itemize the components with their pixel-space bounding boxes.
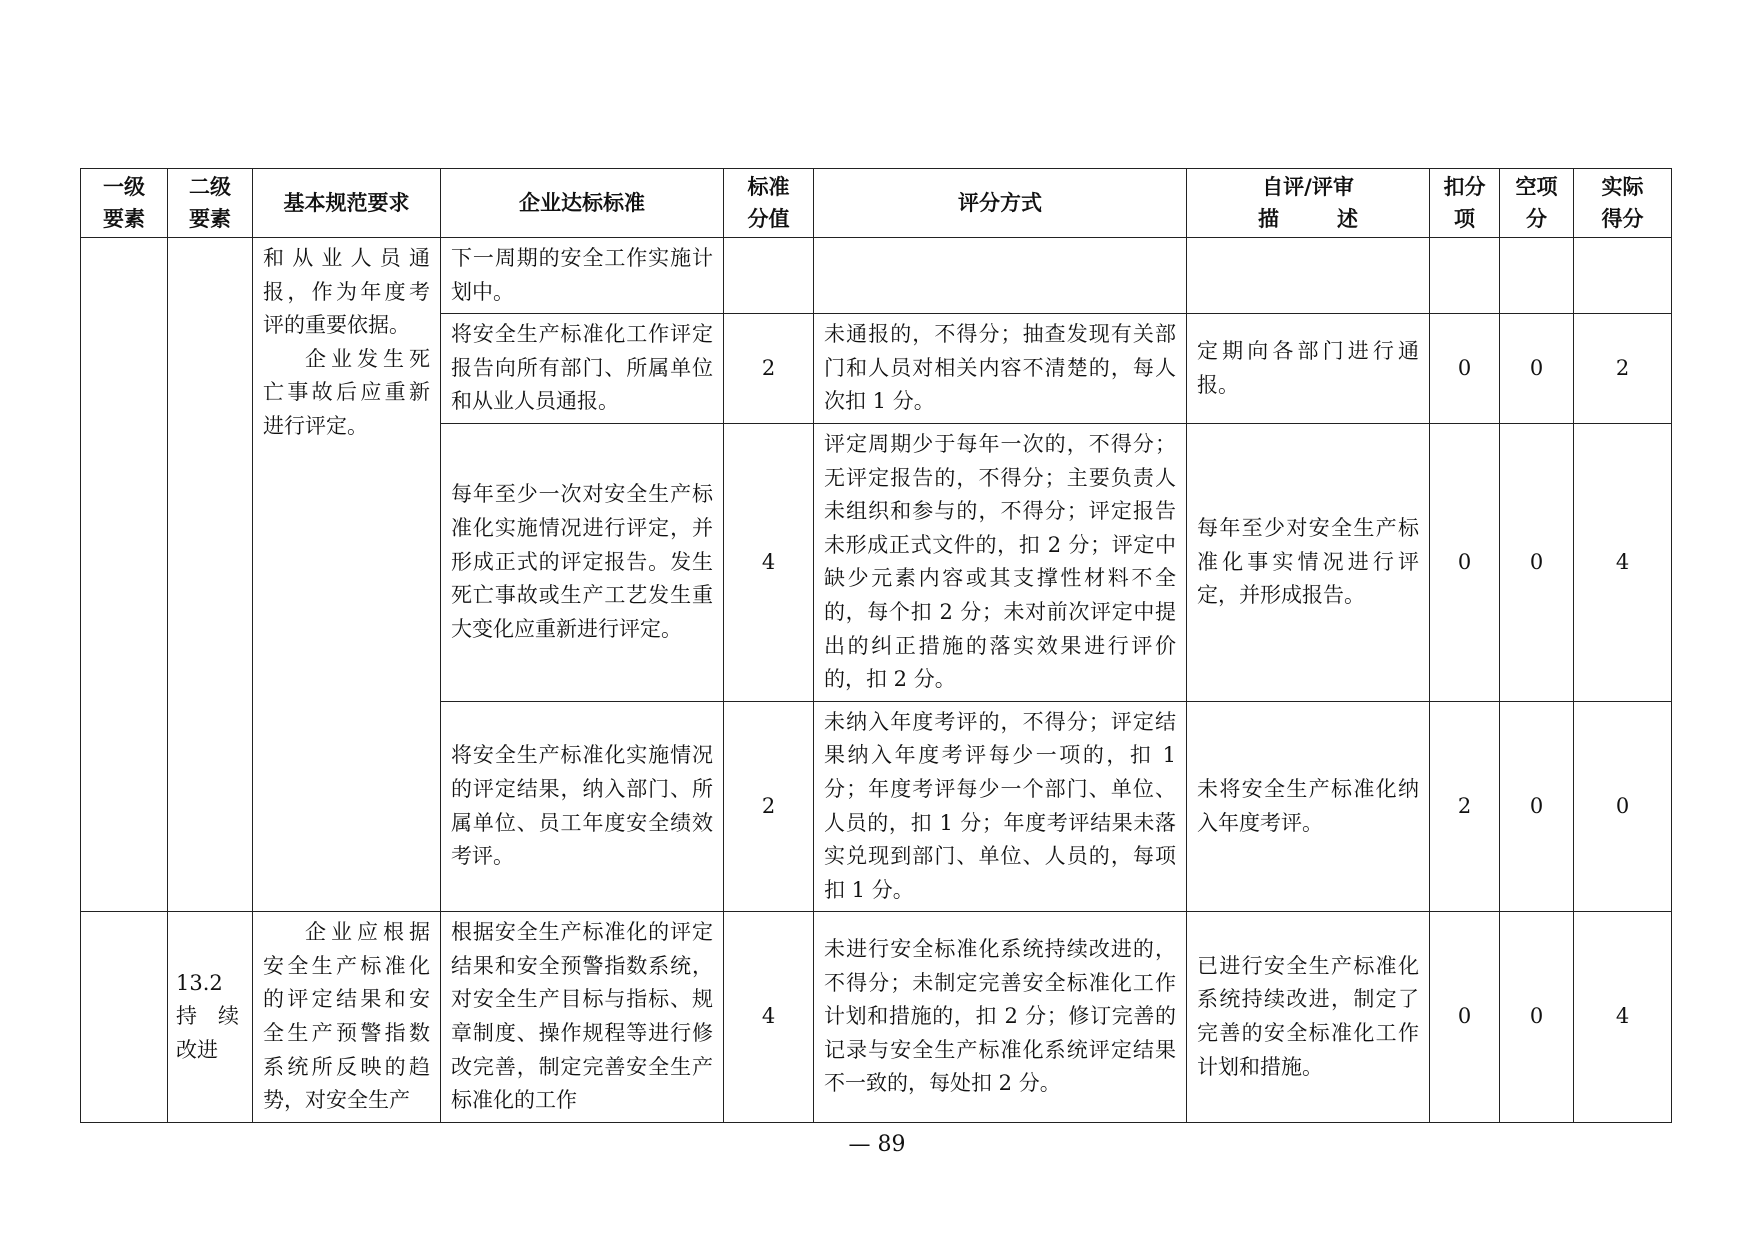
empty-cell: 0 [1500,912,1574,1123]
description-cell [1187,238,1430,314]
header-requirement: 基本规范要求 [253,169,441,238]
deduct-cell: 0 [1430,423,1500,701]
header-standard: 企业达标标准 [441,169,724,238]
header-value: 标准 分值 [724,169,814,238]
score-cell: 0 [1574,701,1672,912]
header-description: 自评/评审 描 述 [1187,169,1430,238]
value-cell: 4 [724,912,814,1123]
score-cell: 2 [1574,314,1672,424]
value-cell: 2 [724,701,814,912]
description-cell: 定期向各部门进行通报。 [1187,314,1430,424]
level1-cell [81,238,168,912]
method-cell [814,238,1187,314]
description-cell: 未将安全生产标准化纳入年度考评。 [1187,701,1430,912]
score-cell: 4 [1574,423,1672,701]
level2-cell [168,238,253,912]
standard-cell: 每年至少一次对安全生产标准化实施情况进行评定，并形成正式的评定报告。发生死亡事故或生产工艺发生重大变化应重新进行评定。 [441,423,724,701]
requirement-text: 和从业人员通报，作为年度考评的重要依据。 [263,246,430,338]
empty-cell: 0 [1500,423,1574,701]
score-cell: 4 [1574,912,1672,1123]
deduct-cell [1430,238,1500,314]
header-level1: 一级 要素 [81,169,168,238]
standard-cell: 下一周期的安全工作实施计划中。 [441,238,724,314]
method-cell: 未通报的，不得分；抽查发现有关部门和人员对相关内容不清楚的，每人次扣 1 分。 [814,314,1187,424]
method-cell: 未纳入年度考评的，不得分；评定结果纳入年度考评每少一项的，扣 1 分；年度考评每少一个部门、单位、人员的，扣 1 分；年度考评结果未落实兑现到部门、单位、人员的，每项扣 1 分。 [814,701,1187,912]
requirement-text-2: 企业发生死亡事故后应重新进行评定。 [263,346,430,438]
empty-cell [1500,238,1574,314]
header-deduct: 扣分 项 [1430,169,1500,238]
level2-title-b: 改进 [176,1037,218,1062]
table-row [81,912,1672,1123]
standard-cell: 将安全生产标准化工作评定报告向所有部门、所属单位和从业人员通报。 [441,314,724,424]
value-cell: 4 [724,423,814,701]
requirement-cell: 企业应根据安全生产标准化的评定结果和安全生产预警指数系统所反映的趋势，对安全生产 [253,912,441,1123]
description-cell: 已进行安全生产标准化系统持续改进，制定了完善的安全标准化工作计划和措施。 [1187,912,1430,1123]
standard-cell: 根据安全生产标准化的评定结果和安全预警指数系统，对安全生产目标与指标、规章制度、操作规程等进行修改完善，制定完善安全生产标准化的工作 [441,912,724,1123]
level1-cell [81,912,168,1123]
deduct-cell: 2 [1430,701,1500,912]
score-cell [1574,238,1672,314]
standard-cell: 将安全生产标准化实施情况的评定结果，纳入部门、所属单位、员工年度安全绩效考评。 [441,701,724,912]
header-empty: 空项 分 [1500,169,1574,238]
header-level2: 二级 要素 [168,169,253,238]
level2-cell [168,912,253,1123]
empty-cell: 0 [1500,701,1574,912]
empty-cell: 0 [1500,314,1574,424]
table-row [81,238,1672,314]
table-header-row [81,169,1672,238]
method-cell: 评定周期少于每年一次的，不得分；无评定报告的，不得分；主要负责人未组织和参与的，不得分；评定报告未形成正式文件的，扣 2 分；评定中缺少元素内容或其支撑性材料不全的，每个扣 2 分；未对前次评定中提出的纠正措施的落实效果进行评价的，扣 2 分。 [814,423,1187,701]
level2-title-a: 持 续 [176,1004,239,1029]
value-cell [724,238,814,314]
header-score: 实际 得分 [1574,169,1672,238]
header-method: 评分方式 [814,169,1187,238]
deduct-cell: 0 [1430,912,1500,1123]
scoring-table [80,168,1672,1123]
value-cell: 2 [724,314,814,424]
level2-number: 13.2 [176,970,223,995]
description-cell: 每年至少对安全生产标准化事实情况进行评定，并形成报告。 [1187,423,1430,701]
requirement-cell [253,238,441,912]
page-number: — 89 [848,1132,906,1157]
method-cell: 未进行安全标准化系统持续改进的，不得分；未制定完善安全标准化工作计划和措施的，扣 2 分；修订完善的记录与安全生产标准化系统评定结果不一致的，每处扣 2 分。 [814,912,1187,1123]
deduct-cell: 0 [1430,314,1500,424]
